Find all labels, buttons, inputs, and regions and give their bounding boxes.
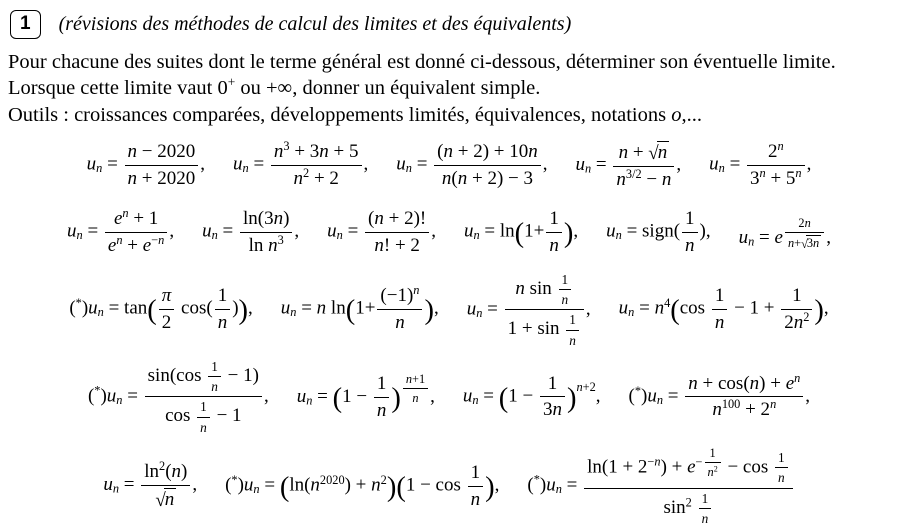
bigp: ) [238,295,249,327]
frac [159,285,175,334]
den: cos $\frac{1}{n}$ − 1 [165,399,242,435]
bigp: ( [514,218,525,250]
frac [215,285,231,334]
num: sin(cos $\frac{1}{n}$ − 1) [145,359,262,398]
radicand: n [164,489,175,511]
den: n [701,510,709,526]
den: n [714,312,725,334]
formula: $u_n$ = n sin $\frac{1}{n}$ 1 + sin $\frac{1}{n}$ , [466,271,591,348]
den: n + 2020 [127,168,196,190]
num: 1 [208,359,221,377]
num: 1 [682,208,698,233]
num: ln(3n) [240,208,292,233]
sqrt [648,141,669,164]
den: 3n [542,399,562,421]
formula: $u_n = e$ $^{\frac{2n}{n+√3n}}$ , [738,215,831,251]
formula: $u_n$ = $\frac{n + √n}{n^{3/2} - n}$ , [575,141,682,190]
num: (n + 2)! [365,208,429,233]
num: 2n [785,216,824,233]
num: 1 [374,373,390,398]
formula: $(^*)u_n$ = $\frac{n + \cos(n) + e^n}{n^{100} + 2^n}$ , [628,370,811,421]
den: n [200,419,207,435]
den: $e^n + e^{-n}$ [107,233,165,257]
den: n! + 2 [374,235,420,257]
den: $n^2$ [707,464,718,480]
text-run: , donner un équivalent simple. [292,76,541,99]
formula: $u_n$ = $\frac{\ln^2(n)}{√n}$ , [103,459,198,512]
frac [105,208,167,257]
frac [505,272,584,348]
frac [785,216,824,250]
bigp: ( [345,295,356,327]
formula: $u_n = (1$ − $\frac{1}{3n}$ )$^{n+2}$, [462,372,601,421]
frac [747,141,805,190]
bigp: ( [147,295,157,327]
bigp: ) [485,471,495,503]
bigp: ( [332,383,343,415]
formula-row-3 [8,272,890,348]
formula: $(^*)u_n = (\ln(n^{2020}) + n^2)(1 - \cos$ $\frac{1}{n}$ ), [225,461,500,510]
num: $\ln(1 + 2^{-n}) + e^{- \frac{1}{n^2}}$ − cos $\frac{1}{n}$ [584,446,793,489]
bigp: ( [396,471,406,503]
inline-math: 0+ [217,74,236,99]
formula: $u_n = (1$ − $\frac{1}{n}$ ) $^{\frac{n+1}{n}}$ , [296,371,435,422]
den: $\ln n^3$ [248,233,284,257]
den: n [412,391,419,406]
sqrt [155,488,176,511]
radicand: n [657,141,668,163]
den: n [211,379,218,395]
num: 1 [712,285,728,310]
tools-paragraph [8,102,890,128]
frac [775,450,788,486]
frac [197,399,210,435]
den: n [470,488,481,510]
den: $2n^2$ [784,310,810,334]
bigp: ( [498,382,509,414]
num: 1 [468,462,484,487]
radicand: 3n [806,235,820,250]
num: $n^3 + 3n + 5$ [271,141,362,166]
exercise-header [10,10,890,39]
num: n + √n [613,141,674,167]
bigp: ) [814,295,824,327]
formula: $u_n$ = $\frac{n^3 + 3n + 5}{n^2 + 2}$ , [233,139,369,190]
exercise-number-box [10,10,41,39]
bigp: ) [424,295,434,327]
num: 1 [781,285,812,310]
bigp: ) [391,383,401,415]
sqrt [801,235,821,250]
frac [682,208,698,257]
formula: $u_n$ = $\frac{\ln(3n)}{\ln n^3}$ , [202,208,300,257]
frac [559,272,572,308]
num: 1 [215,285,231,310]
formula: $u_n$ = $\frac{2^n}{3^n + 5^n}$ , [709,139,812,190]
bigp: ) [563,218,574,250]
formula-row-4 [8,359,890,435]
den: n+√3n [787,235,820,251]
formula: $(^*)u_n$ = $\ln(1 + 2^{-n}) + e^{- \frac{1}{n^2}}$ − cos $\frac{1}{n}$ $\sin^2$ $\frac{1}{n}$ [527,446,794,526]
formula: $u_n$ = sign( $\frac{1}{n}$ ), [606,208,711,257]
den: n [549,235,559,257]
num: n sin $\frac{1}{n}$ [505,272,584,311]
num: 2$^n$ [747,141,805,166]
den: n [561,292,569,308]
formula-row-5 [8,446,890,526]
frac [208,359,221,395]
frac [403,372,428,405]
num: (n + 2) + 10n [434,141,541,166]
formula: $u_n$ = $\frac{(n + 2) + 10n}{n(n + 2) - 3}$ , [396,141,548,190]
num: $e^n + 1$ [105,208,167,233]
num: n − 2020 [125,141,199,166]
frac [566,312,579,348]
den: n [569,332,576,348]
den: 1 + sin $\frac{1}{n}$ [505,310,584,348]
frac [240,208,292,257]
den: n [395,312,405,334]
formula: $u_n = n^4(\cos$ $\frac{1}{n}$ − 1 + $\frac{1}{2n^2}$ ), [618,285,829,334]
num: 1 [197,399,210,417]
formulas-section [8,138,890,526]
formula: $(^*)u_n$ = sin(cos $\frac{1}{n}$ − 1) cos $\frac{1}{n}$ − 1 , [87,358,269,435]
num: $\ln^2(n)$ [141,461,190,486]
den [141,486,190,511]
radical: √ [648,142,659,164]
den: $n^{100} + 2^n$ [712,397,777,421]
num: 1 [566,312,579,330]
frac [584,446,793,526]
frac [613,141,674,191]
num: 1 [559,272,572,290]
frac [685,370,803,422]
den: $3^n + 5^n$ [750,166,802,190]
frac [712,285,728,334]
frac [141,461,190,511]
exercise-number: 1 [20,13,31,34]
formula: $u_n$ = $\frac{e^n + 1}{e^n + e^{-n}}$ , [67,206,175,257]
frac [468,462,484,511]
frac [377,285,422,334]
formula: $u_n = n$ ln(1+ $\frac{(-1)^n}{n}$ ), [280,283,439,334]
bigp: ) [386,471,397,503]
bigp: ( [670,295,680,327]
formula: $u_n$ = $\frac{n - 2020}{n + 2020}$ , [86,141,206,190]
frac [365,208,429,257]
den: $n^2 + 2$ [293,166,339,190]
num: n+1 [403,372,428,389]
formula: $u_n$ = $\frac{(n + 2)!}{n! + 2}$ , [327,208,436,257]
frac [781,285,812,334]
den: n(n + 2) − 3 [441,168,533,190]
frac [546,208,562,257]
den: 2 [161,312,172,334]
den: $\sin^2$ $\frac{1}{n}$ [584,489,793,526]
frac [145,359,262,435]
frac [374,373,390,422]
frac [699,491,712,526]
num: 1 [540,373,565,398]
frac [540,373,565,422]
num: 1 [705,446,721,463]
den: n [376,400,387,422]
den: $n^{3/2} - n$ [616,166,672,190]
radical: √ [155,490,166,512]
num: 1 [775,450,788,468]
den: n [685,235,695,257]
exercise-subtitle: (révisions des méthodes de calcul des limites et des équivalents) [58,12,572,35]
frac [125,141,199,190]
den: n [778,470,785,486]
num: 1 [546,208,562,233]
inline-math: o [671,103,682,126]
frac [434,141,541,190]
formula-row-1 [8,138,890,194]
intro-paragraph [8,49,890,101]
text-run: ou [235,76,266,99]
frac [705,446,721,479]
num: π [159,285,175,310]
num: $n + \cos(n) + e^n$ [685,373,803,398]
bigp: ) [566,382,577,414]
num: $(-1)^n$ [377,285,422,310]
frac [271,141,362,190]
formula-row-2 [8,205,890,261]
radical: √ [801,236,808,251]
bigp: ( [279,471,290,503]
text-run: ,... [681,103,702,126]
inline-math: +∞ [266,76,293,99]
den: n [217,312,228,334]
text-run: Outils : croissances comparées, développements limités, équivalences, notations [8,103,672,126]
num: 1 [699,491,712,509]
formula: $u_n = \ln(1+$ $\frac{1}{n}$ ), [464,208,579,257]
formula: $(^*)u_n = \tan$( $\frac{\pi}{2}$ cos( $\frac{1}{n}$ )), [69,285,253,334]
text-run: Pour chacune des suites dont le terme général est donné ci-dessous, déterminer son éventuelle limite. Lorsque cette limite vaut [8,50,836,99]
